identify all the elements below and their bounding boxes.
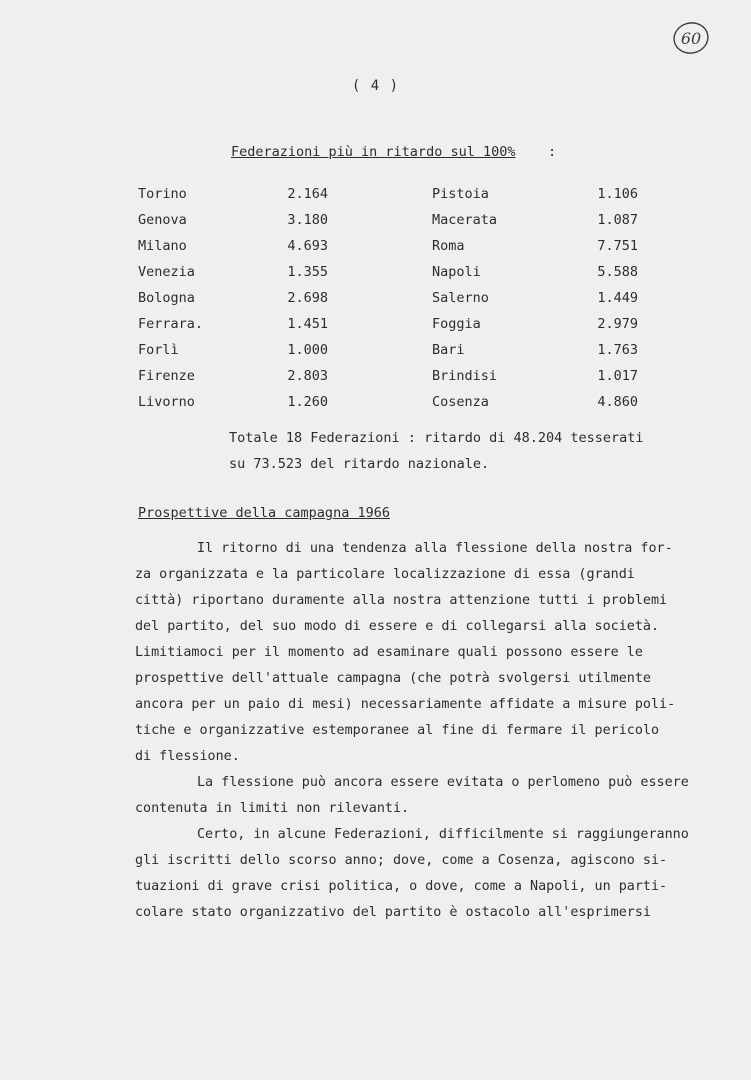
right-value: 7.751 (597, 238, 638, 254)
right-value: 1.017 (597, 368, 638, 384)
left-value: 2.803 (287, 368, 328, 384)
table-row (0, 394, 751, 414)
left-city: Forlì (138, 342, 179, 358)
body-line: contenuta in limiti non rilevanti. (135, 801, 410, 816)
body-line: Il ritorno di una tendenza alla flessione della nostra for- (197, 541, 673, 556)
section-title: Prospettive della campagna 1966 (138, 505, 390, 521)
left-value: 1.355 (287, 264, 328, 280)
body-line: Limitiamoci per il momento ad esaminare quali possono essere le (135, 645, 643, 660)
table-row (0, 186, 751, 206)
right-value: 1.087 (597, 212, 638, 228)
total-line-1: Totale 18 Federazioni : ritardo di 48.204 tesserati (229, 430, 644, 446)
table-row (0, 212, 751, 232)
table-row (0, 316, 751, 336)
left-city: Milano (138, 238, 187, 254)
left-value: 3.180 (287, 212, 328, 228)
right-city: Brindisi (432, 368, 498, 384)
left-value: 1.000 (287, 342, 328, 358)
left-city: Livorno (138, 394, 195, 410)
left-city: Genova (138, 212, 187, 228)
table-row (0, 238, 751, 258)
svg-text:60: 60 (680, 29, 702, 48)
right-value: 4.860 (597, 394, 638, 410)
right-city: Pistoia (432, 186, 489, 202)
left-value: 1.451 (287, 316, 328, 332)
right-city: Cosenza (432, 394, 489, 410)
left-city: Torino (138, 186, 187, 202)
body-line: colare stato organizzativo del partito è ostacolo all'esprimersi (135, 905, 651, 920)
left-city: Ferrara. (138, 316, 204, 332)
left-value: 1.260 (287, 394, 328, 410)
right-city: Bari (432, 342, 465, 358)
table-row (0, 264, 751, 284)
left-value: 2.164 (287, 186, 328, 202)
body-line: tiche e organizzative estemporanee al fine di fermare il pericolo (135, 723, 660, 738)
body-line: di flessione. (135, 749, 240, 764)
body-line: gli iscritti dello scorso anno; dove, come a Cosenza, agiscono si- (135, 853, 668, 868)
left-value: 4.693 (287, 238, 328, 254)
total-line-2: su 73.523 del ritardo nazionale. (229, 456, 490, 472)
right-value: 1.763 (597, 342, 638, 358)
section-body (135, 536, 735, 926)
page-number: ( 4 ) (351, 78, 400, 94)
body-line: Certo, in alcune Federazioni, difficilmente si raggiungeranno (197, 827, 689, 842)
right-value: 1.449 (597, 290, 638, 306)
body-line: del partito, del suo modo di essere e di collegarsi alla società. (135, 619, 660, 634)
table-title: Federazioni più in ritardo sul 100% (231, 144, 516, 160)
body-line: za organizzata e la particolare localizzazione di essa (grandi (135, 567, 635, 582)
handwritten-page-annotation (671, 20, 711, 56)
right-city: Napoli (432, 264, 481, 280)
body-line: tuazioni di grave crisi politica, o dove, come a Napoli, un parti- (135, 879, 668, 894)
table-title-colon: : (548, 144, 557, 160)
table-total (229, 425, 644, 477)
body-line: ancora per un paio di mesi) necessariamente affidate a misure poli- (135, 697, 676, 712)
right-value: 1.106 (597, 186, 638, 202)
right-city: Macerata (432, 212, 498, 228)
right-value: 2.979 (597, 316, 638, 332)
right-value: 5.588 (597, 264, 638, 280)
table-row (0, 290, 751, 310)
left-value: 2.698 (287, 290, 328, 306)
body-line: prospettive dell'attuale campagna (che potrà svolgersi utilmente (135, 671, 651, 686)
table-row (0, 368, 751, 388)
right-city: Roma (432, 238, 465, 254)
left-city: Bologna (138, 290, 195, 306)
table-row (0, 342, 751, 362)
body-line: La flessione può ancora essere evitata o perlomeno può essere (197, 775, 689, 790)
left-city: Venezia (138, 264, 195, 280)
body-line: città) riportano duramente alla nostra attenzione tutti i problemi (135, 593, 668, 608)
right-city: Foggia (432, 316, 481, 332)
left-city: Firenze (138, 368, 195, 384)
right-city: Salerno (432, 290, 489, 306)
